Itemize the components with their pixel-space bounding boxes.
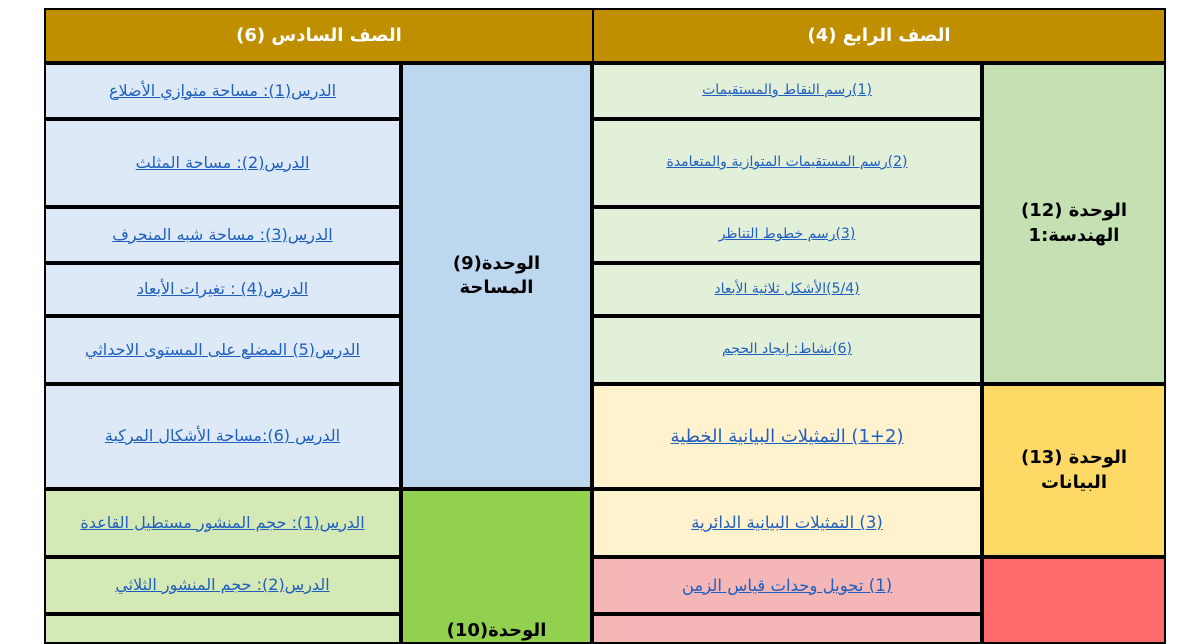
grade-6-lesson-8-link[interactable]: الدرس(2): حجم المنشور الثلاثي (115, 575, 330, 595)
grade-4-header-text: الصف الرابع (4) (807, 25, 951, 46)
grade-4-lesson-1[interactable] (592, 63, 982, 119)
grade-4-lesson-2-link[interactable]: (2)رسم المستقيمات المتوازية والمتعامدة (666, 154, 908, 171)
grade-6-lesson-8[interactable] (44, 557, 401, 614)
grade-4-row-9 (592, 614, 982, 644)
grade-4-lesson-5[interactable] (592, 316, 982, 384)
grade-6-lesson-6-link[interactable]: الدرس (6):مساحة الأشكال المركبة (104, 426, 341, 446)
unit-10-cell (401, 489, 592, 644)
unit-12-label (1021, 199, 1127, 248)
unit-12-subtitle: الهندسة:1 (1028, 224, 1120, 246)
grade-6-lesson-7[interactable] (44, 489, 401, 557)
unit-10-label (403, 619, 590, 643)
grade-4-lesson-2[interactable] (592, 119, 982, 207)
grade-6-lesson-7-link[interactable]: الدرس(1): حجم المنشور مستطيل القاعدة (80, 512, 365, 532)
grade-6-lesson-2[interactable] (44, 119, 401, 207)
grade-4-lesson-1-link[interactable]: (1)رسم النقاط والمستقيمات (702, 82, 872, 99)
grade-6-lesson-3[interactable] (44, 207, 401, 263)
grade-6-row-9 (44, 614, 401, 644)
grade-6-lesson-4[interactable] (44, 263, 401, 316)
grade-4-header (592, 8, 1166, 63)
unit-13-title: الوحدة (13) (1021, 447, 1127, 469)
grade-6-lesson-5[interactable] (44, 316, 401, 384)
grade-6-lesson-5-link[interactable]: الدرس(5) المضلع على المستوى الاحداثي (85, 339, 360, 359)
grade-6-lesson-1-link[interactable]: الدرس(1): مساحة متوازي الأضلاع (108, 80, 337, 100)
grade-4-lesson-7-link[interactable]: (3) التمثيلات البيانية الدائرية (691, 513, 883, 533)
grade-4-lesson-4[interactable] (592, 263, 982, 316)
grade-4-lesson-3[interactable] (592, 207, 982, 263)
unit-13-subtitle: البيانات (1041, 471, 1107, 493)
grade-6-lesson-1[interactable] (44, 63, 401, 119)
unit-9-subtitle: المساحة (459, 277, 534, 298)
unit-14-cell (982, 557, 1166, 644)
grade-4-lesson-3-link[interactable]: (3)رسم خطوط التناظر (718, 226, 856, 243)
grade-4-lesson-6-link[interactable]: (1+2) التمثيلات البيانية الخطية (670, 425, 904, 447)
unit-13-cell (982, 384, 1166, 557)
unit-9-title: الوحدة(9) (452, 252, 541, 274)
unit-13-label (1021, 446, 1127, 495)
unit-9-cell (401, 63, 592, 489)
grade-4-lesson-8-link[interactable]: (1) تحويل وحدات قياس الزمن (681, 575, 893, 595)
grade-4-lesson-6[interactable] (592, 384, 982, 489)
grade-4-lesson-5-link[interactable]: (6)نشاط: إيجاد الحجم (722, 341, 852, 358)
grade-4-lesson-4-link[interactable]: (5/4)الأشكل ثلاثية الأبعاد (714, 280, 860, 297)
grade-6-lesson-2-link[interactable]: الدرس(2): مساحة المثلث (135, 152, 310, 172)
unit-12-cell (982, 63, 1166, 384)
unit-12-title: الوحدة (12) (1021, 200, 1127, 222)
grade-4-lesson-7[interactable] (592, 489, 982, 557)
grade-6-header-text: الصف السادس (6) (236, 25, 402, 46)
unit-10-title: الوحدة(10) (446, 620, 547, 641)
grade-6-lesson-6[interactable] (44, 384, 401, 489)
grade-6-lesson-4-link[interactable]: الدرس(4) : تغيرات الأبعاد (136, 279, 309, 299)
grade-6-lesson-3-link[interactable]: الدرس(3): مساحة شبه المنحرف (112, 224, 333, 244)
grade-6-header (44, 8, 594, 63)
grade-4-lesson-8[interactable] (592, 557, 982, 614)
unit-9-label (453, 252, 540, 301)
